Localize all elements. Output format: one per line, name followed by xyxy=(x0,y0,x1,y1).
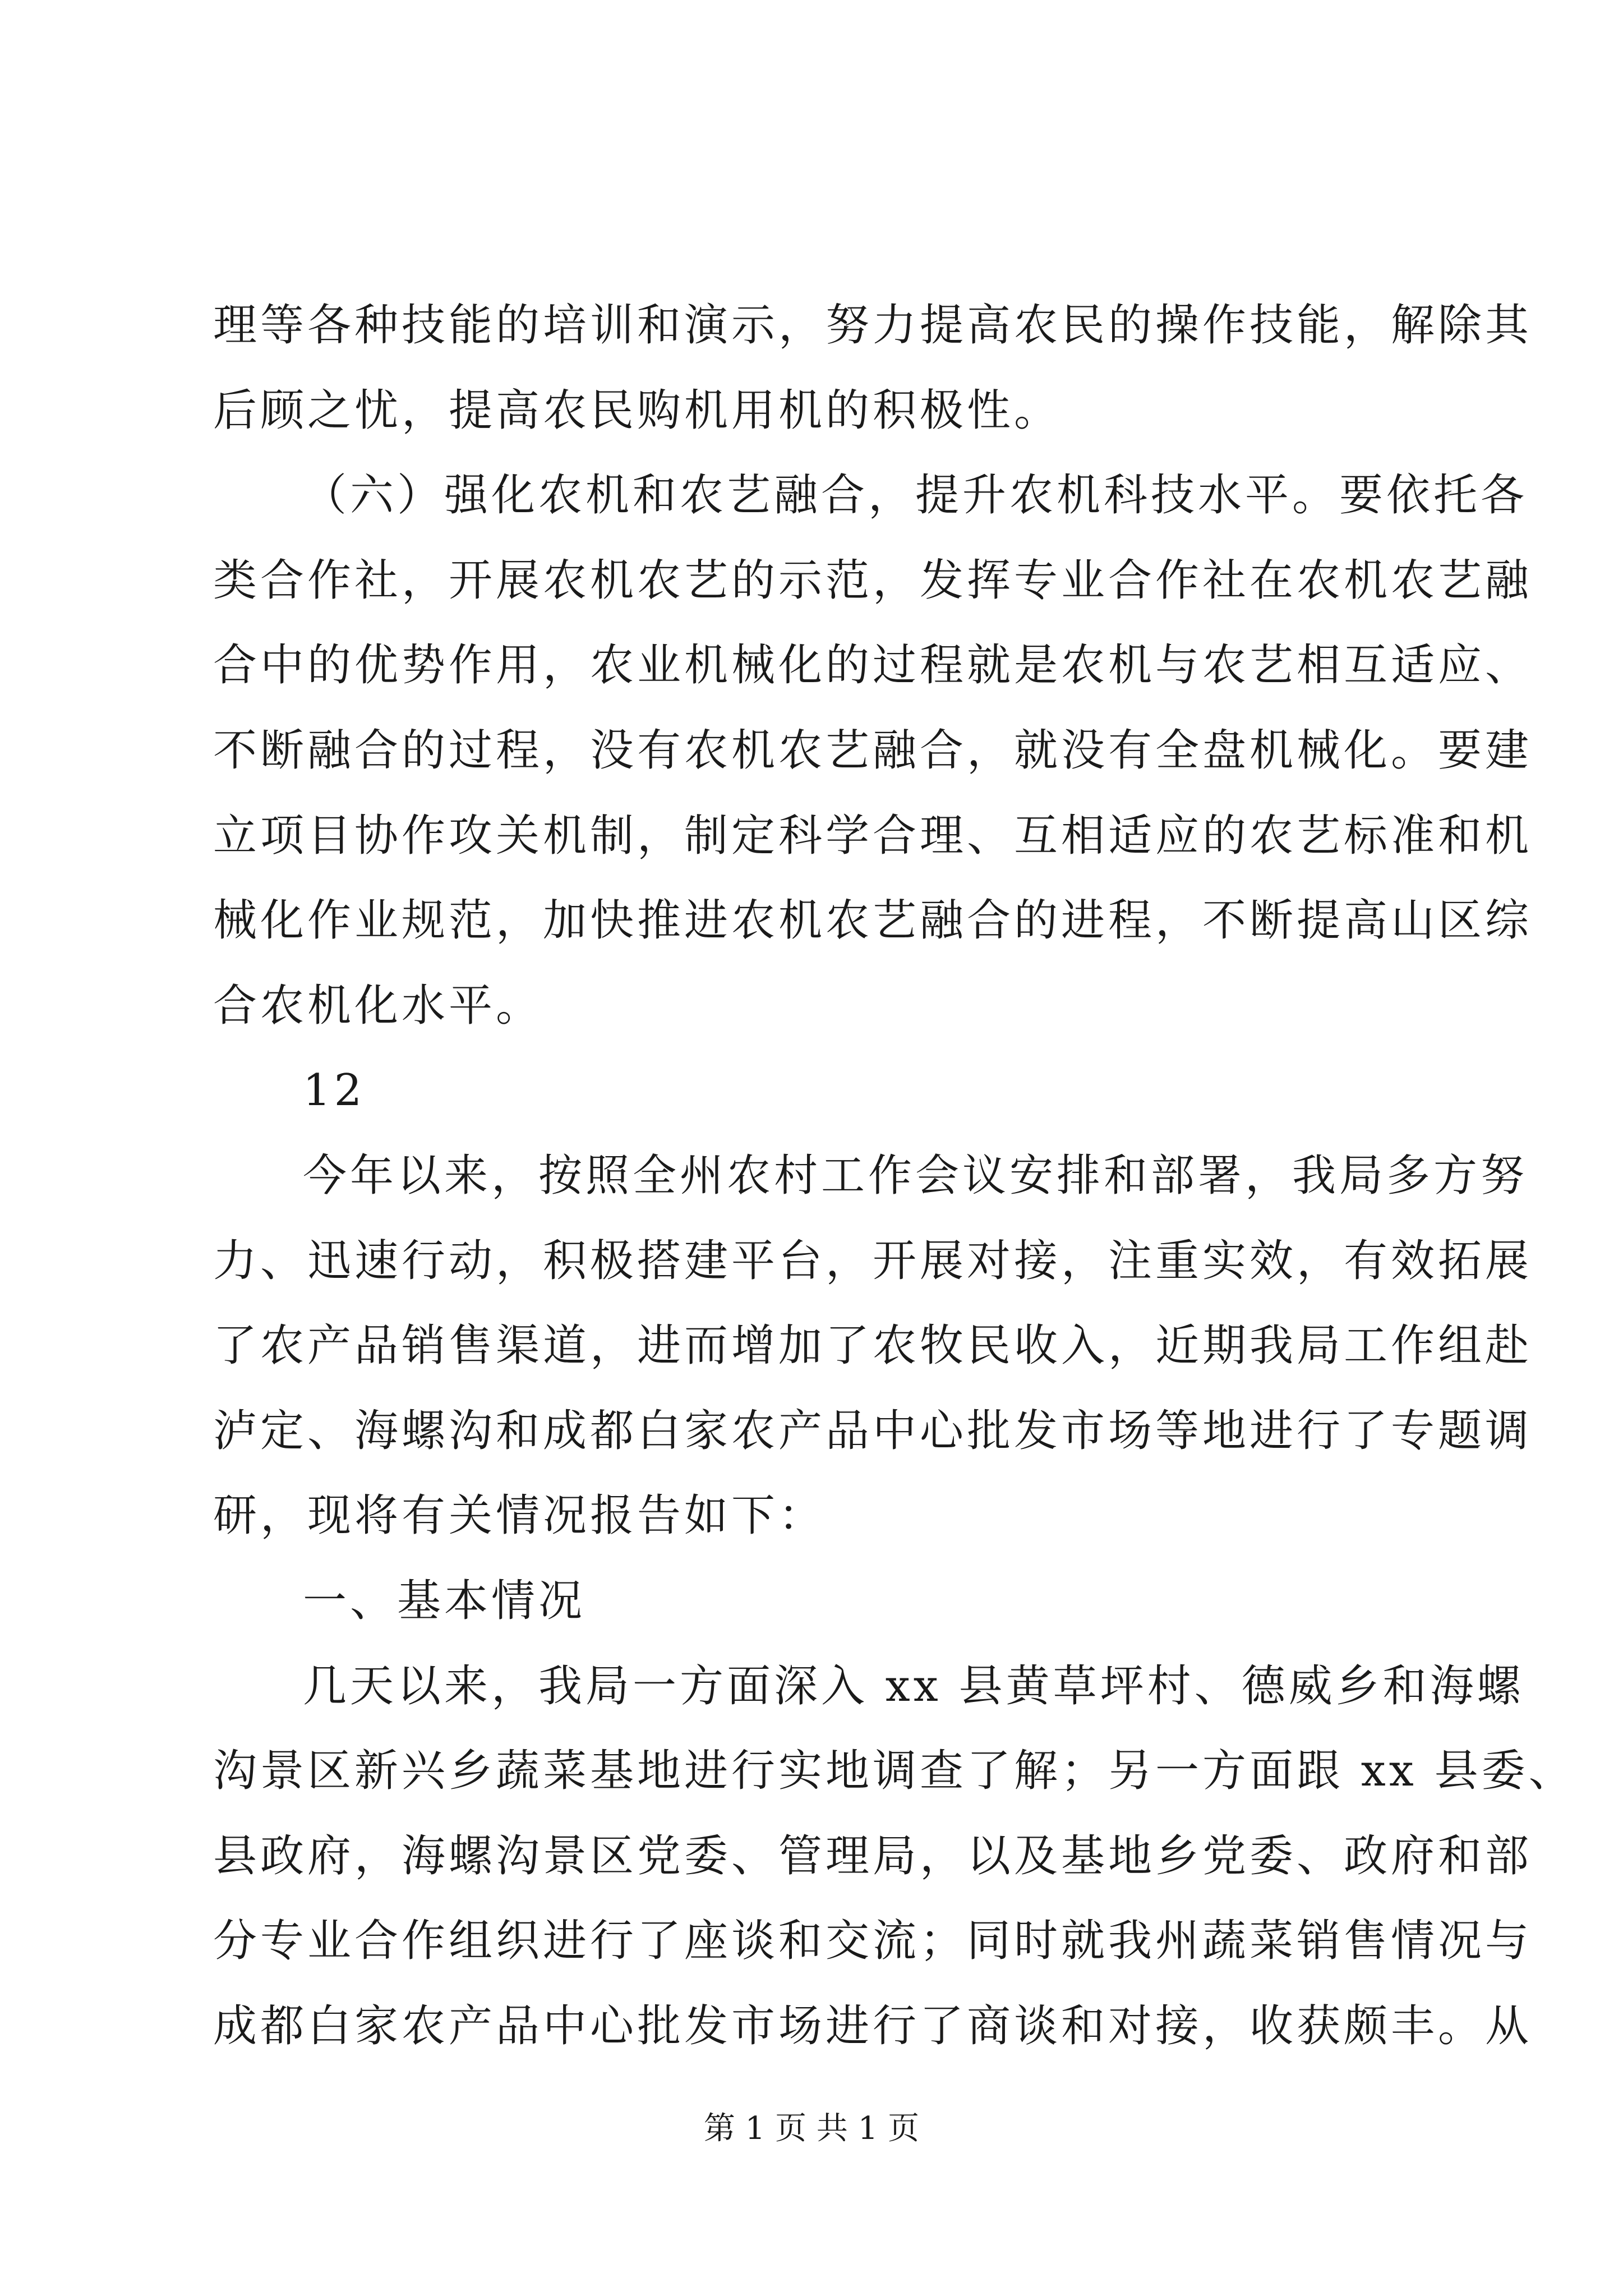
paragraph-line: 力、迅速行动，积极搭建平台，开展对接，注重实效，有效拓展 xyxy=(213,1236,1533,1286)
section-heading-line: （六）强化农机和农艺融合，提升农机科技水平。要依托各 xyxy=(303,470,1528,521)
paragraph-line: 不断融合的过程，没有农机农艺融合，就没有全盘机械化。要建 xyxy=(213,725,1533,776)
paragraph-line: 后顾之忧，提高农民购机用机的积极性。 xyxy=(213,385,1062,436)
paragraph-line: 了农产品销售渠道，进而增加了农牧民收入，近期我局工作组赴 xyxy=(213,1320,1533,1371)
number-line: 12 xyxy=(303,1065,366,1116)
paragraph-line: 合农机化水平。 xyxy=(213,981,543,1031)
section-heading-line: 一、基本情况 xyxy=(303,1576,586,1626)
paragraph-line: 泸定、海螺沟和成都白家农产品中心批发市场等地进行了专题调 xyxy=(213,1406,1533,1456)
paragraph-line: 今年以来，按照全州农村工作会议安排和部署，我局多方努 xyxy=(303,1151,1528,1201)
paragraph-line: 理等各种技能的培训和演示，努力提高农民的操作技能，解除其 xyxy=(213,300,1533,351)
paragraph-line: 械化作业规范，加快推进农机农艺融合的进程，不断提高山区综 xyxy=(213,895,1533,946)
paragraph-line: 县政府，海螺沟景区党委、管理局，以及基地乡党委、政府和部 xyxy=(213,1831,1533,1881)
paragraph-line: 几天以来，我局一方面深入 xx 县黄草坪村、德威乡和海螺 xyxy=(303,1661,1524,1711)
paragraph-line: 合中的优势作用，农业机械化的过程就是农机与农艺相互适应、 xyxy=(213,640,1533,691)
paragraph-line: 成都白家农产品中心批发市场进行了商谈和对接，收获颇丰。从 xyxy=(213,2001,1533,2051)
paragraph-line: 分专业合作组织进行了座谈和交流；同时就我州蔬菜销售情况与 xyxy=(213,1916,1533,1966)
paragraph-line: 沟景区新兴乡蔬菜基地进行实地调查了解；另一方面跟 xx 县委、 xyxy=(213,1746,1576,1796)
paragraph-line: 类合作社，开展农机农艺的示范，发挥专业合作社在农机农艺融 xyxy=(213,555,1533,606)
paragraph-line: 研，现将有关情况报告如下： xyxy=(213,1490,826,1541)
page-number-footer: 第 1 页 共 1 页 xyxy=(703,2110,920,2147)
paragraph-line: 立项目协作攻关机制，制定科学合理、互相适应的农艺标准和机 xyxy=(213,811,1533,861)
